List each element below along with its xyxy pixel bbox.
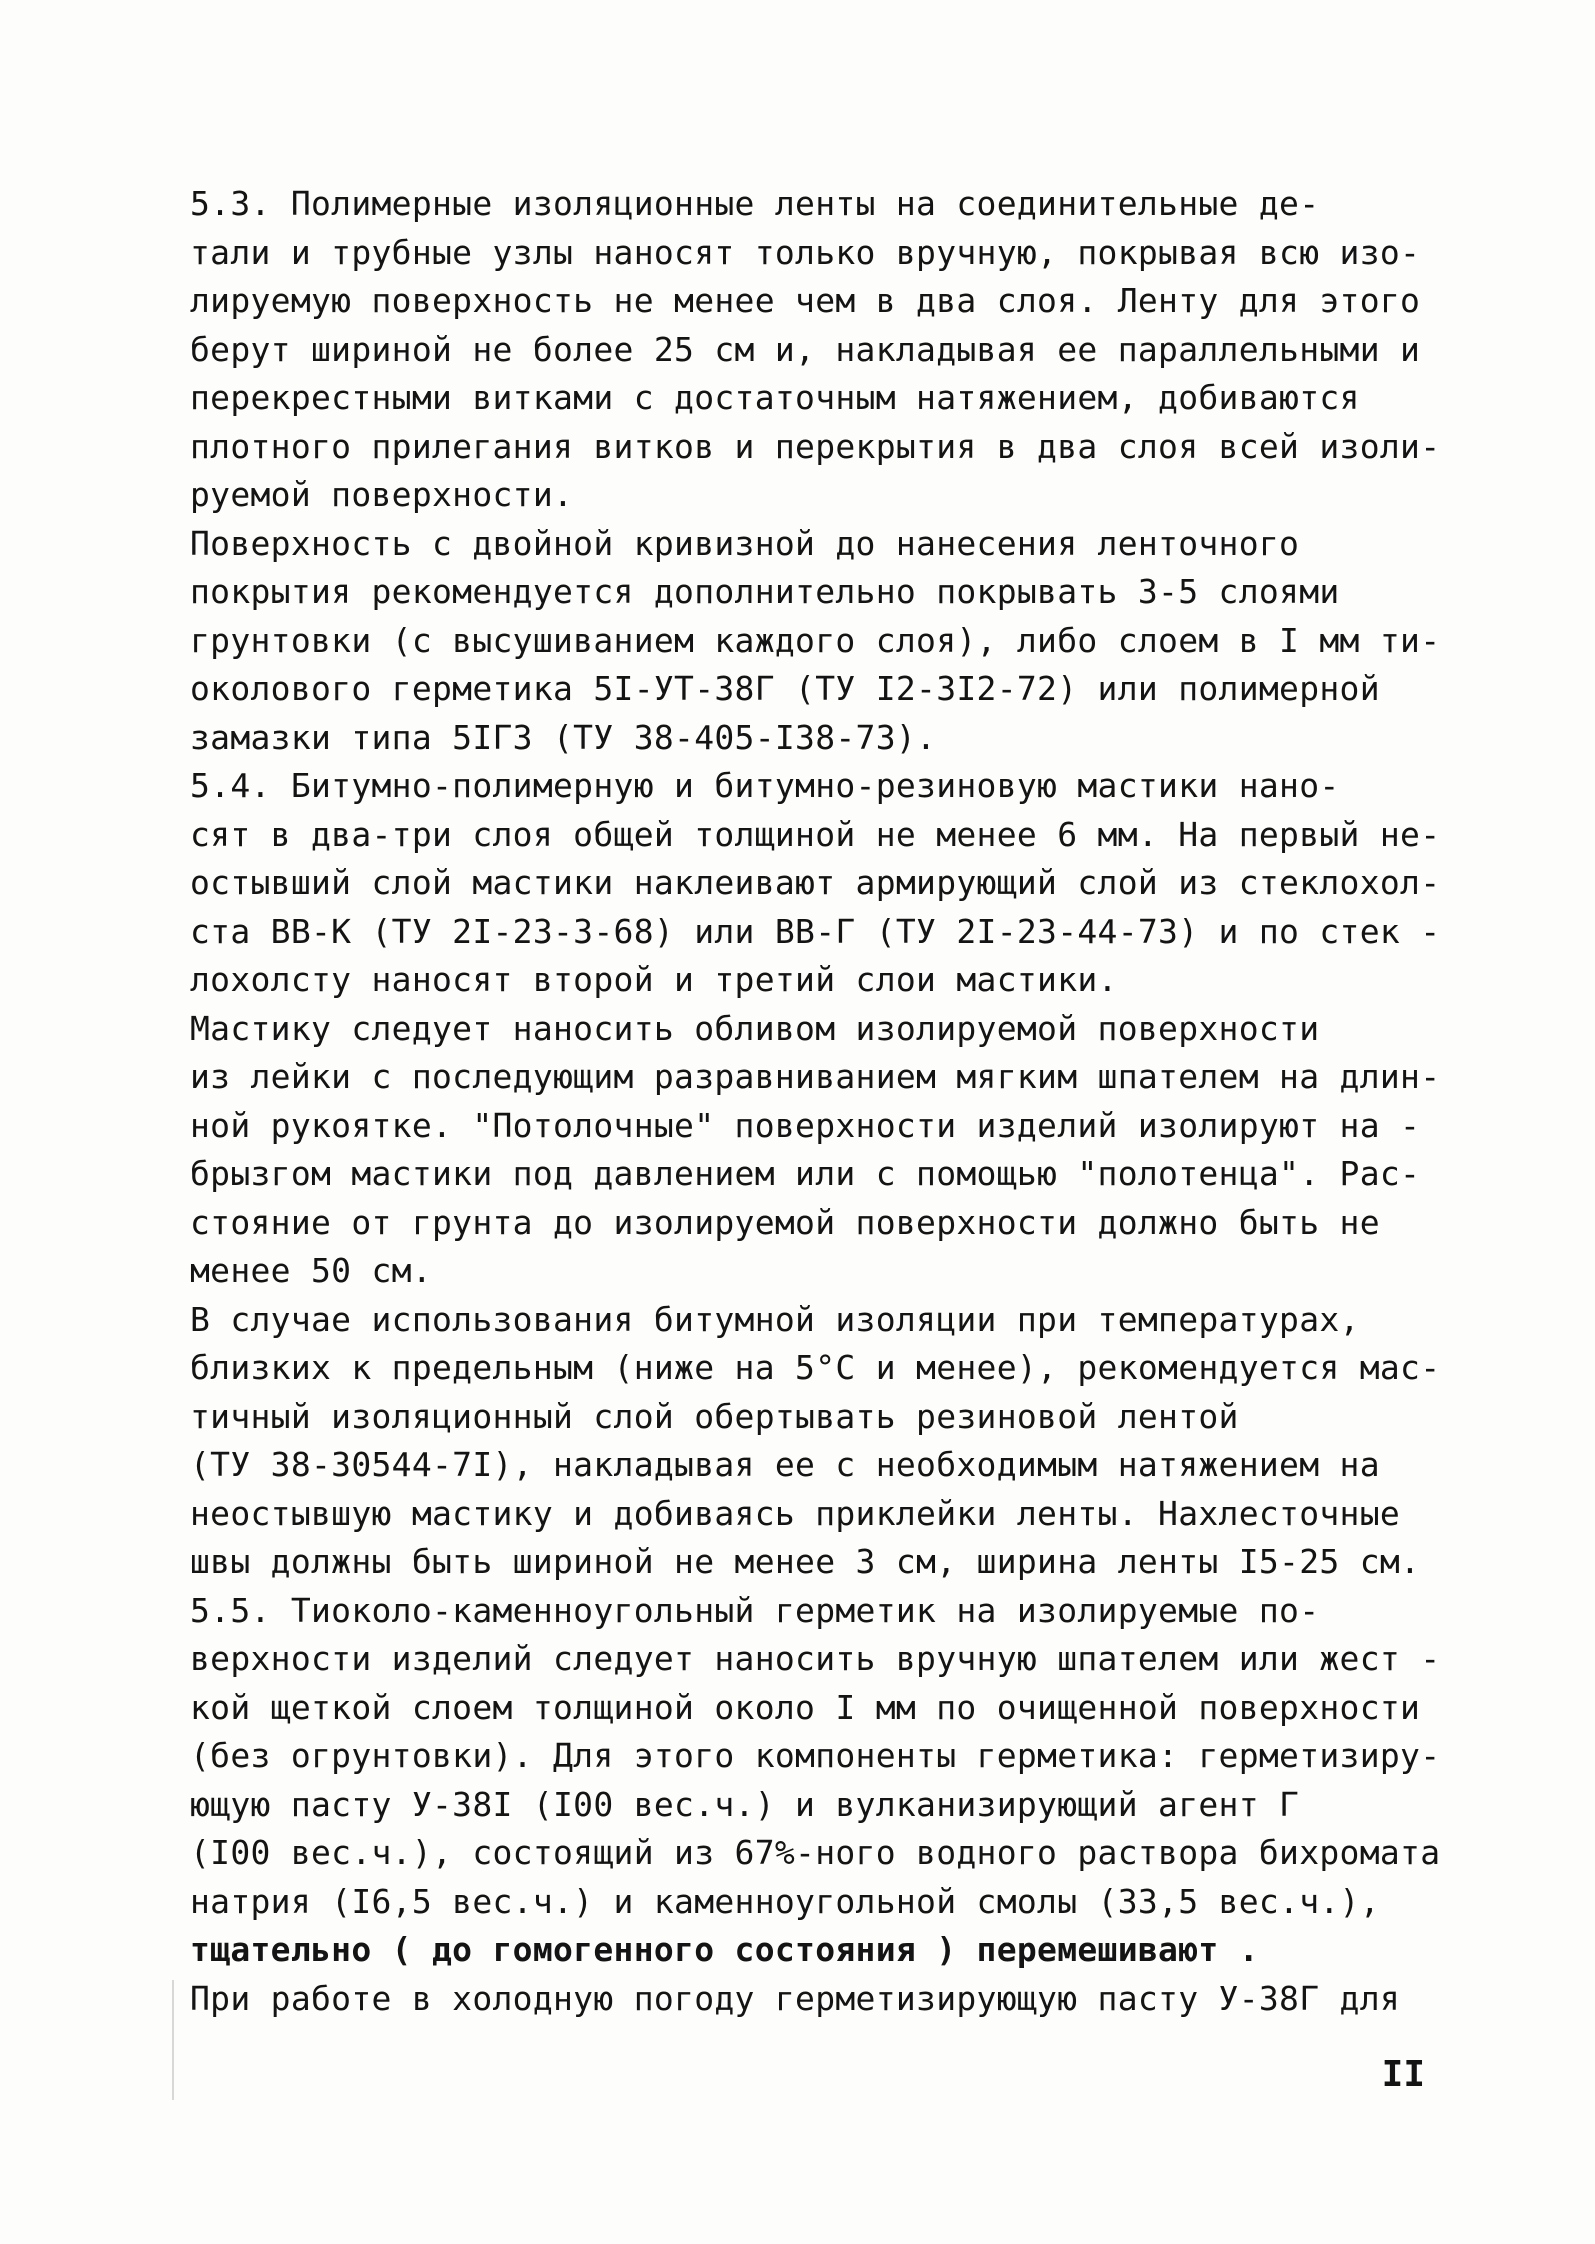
text-line: В случае использования битумной изоляции при температурах, (190, 1299, 1360, 1339)
text-line: из лейки с последующим разравниванием мягким шпателем на длин- (190, 1057, 1441, 1096)
text-line: тали и трубные узлы наносят только вручную, покрывая всю изо- (190, 232, 1421, 272)
text-line: перекрестными витками с достаточным натяжением, добиваются (190, 378, 1360, 417)
text-line: менее 50 см. (190, 1251, 433, 1290)
text-line: близких к предельным (ниже на 5°С и менее), рекомендуется мас- (190, 1348, 1441, 1387)
text-line: 5.3. Полимерные изоляционные ленты на соединительные де- (190, 184, 1320, 223)
text-line: швы должны быть шириной не менее 3 см, ширина ленты I5-25 см. (190, 1542, 1421, 1581)
text-line: Поверхность с двойной кривизной до нанесения ленточного (190, 523, 1300, 563)
document-body (190, 180, 1441, 2023)
text-line: лохолсту наносят второй и третий слои мастики. (190, 960, 1118, 999)
text-line: верхности изделий следует наносить вручную шпателем или жест - (190, 1639, 1441, 1678)
text-line: лируемую поверхность не менее чем в два слоя. Ленту для этого (190, 281, 1421, 320)
text-line: ной рукоятке. "Потолочные" поверхности изделий изолируют на - (190, 1105, 1421, 1145)
text-line: сят в два-три слоя общей толщиной не менее 6 мм. На первый не- (190, 814, 1441, 854)
text-line: покрытия рекомендуется дополнительно покрывать 3-5 слоями (190, 572, 1340, 611)
text-line: плотного прилегания витков и перекрытия в два слоя всей изоли- (190, 426, 1441, 466)
scan-margin-mark (172, 1980, 174, 2100)
text-line: Мастику следует наносить обливом изолируемой поверхности (190, 1008, 1320, 1048)
text-line: стояние от грунта до изолируемой поверхности должно быть не (190, 1202, 1380, 1242)
text-line: руемой поверхности. (190, 475, 574, 514)
text-line: натрия (I6,5 вес.ч.) и каменноугольной смолы (33,5 вес.ч.), (190, 1881, 1380, 1921)
page-number: II (1381, 2054, 1425, 2095)
text-line: (без огрунтовки). Для этого компоненты герметика: герметизиру- (190, 1736, 1441, 1775)
text-line: При работе в холодную погоду герметизирующую пасту У-38Г для (190, 1978, 1401, 2018)
text-line: ста ВВ-К (ТУ 2I-23-3-68) или ВВ-Г (ТУ 2I-23-44-73) и по стек - (190, 911, 1441, 951)
text-line: брызгом мастики под давлением или с помощью "полотенца". Рас- (190, 1154, 1421, 1193)
text-line: околового герметика 5I-УТ-38Г (ТУ I2-3I2-72) или полимерной (190, 669, 1380, 708)
text-line: ющую пасту У-38I (I00 вес.ч.) и вулканизирующий агент Г (190, 1784, 1300, 1824)
text-line: грунтовки (с высушиванием каждого слоя), либо слоем в I мм ти- (190, 620, 1441, 660)
text-line: остывший слой мастики наклеивают армирующий слой из стеклохол- (190, 863, 1441, 902)
text-line: 5.4. Битумно-полимерную и битумно-резиновую мастики нано- (190, 766, 1340, 805)
text-line: кой щеткой слоем толщиной около I мм по очищенной поверхности (190, 1687, 1421, 1727)
text-line: 5.5. Тиоколо-каменноугольный герметик на изолируемые по- (190, 1590, 1320, 1630)
text-line: берут шириной не более 25 см и, накладывая ее параллельными и (190, 329, 1421, 369)
text-line: тичный изоляционный слой обертывать резиновой лентой (190, 1396, 1239, 1436)
text-line: (ТУ 38-30544-7I), накладывая ее с необходимым натяжением на (190, 1445, 1380, 1484)
text-line: неостывшую мастику и добиваясь приклейки ленты. Нахлесточные (190, 1493, 1401, 1533)
text-line: (I00 вес.ч.), состоящий из 67%-ного водного раствора бихромата (190, 1833, 1441, 1872)
text-line: замазки типа 5IГ3 (ТУ 38-405-I38-73). (190, 717, 937, 757)
text-line-bold: тщательно ( до гомогенного состояния ) перемешивают . (190, 1930, 1259, 1969)
